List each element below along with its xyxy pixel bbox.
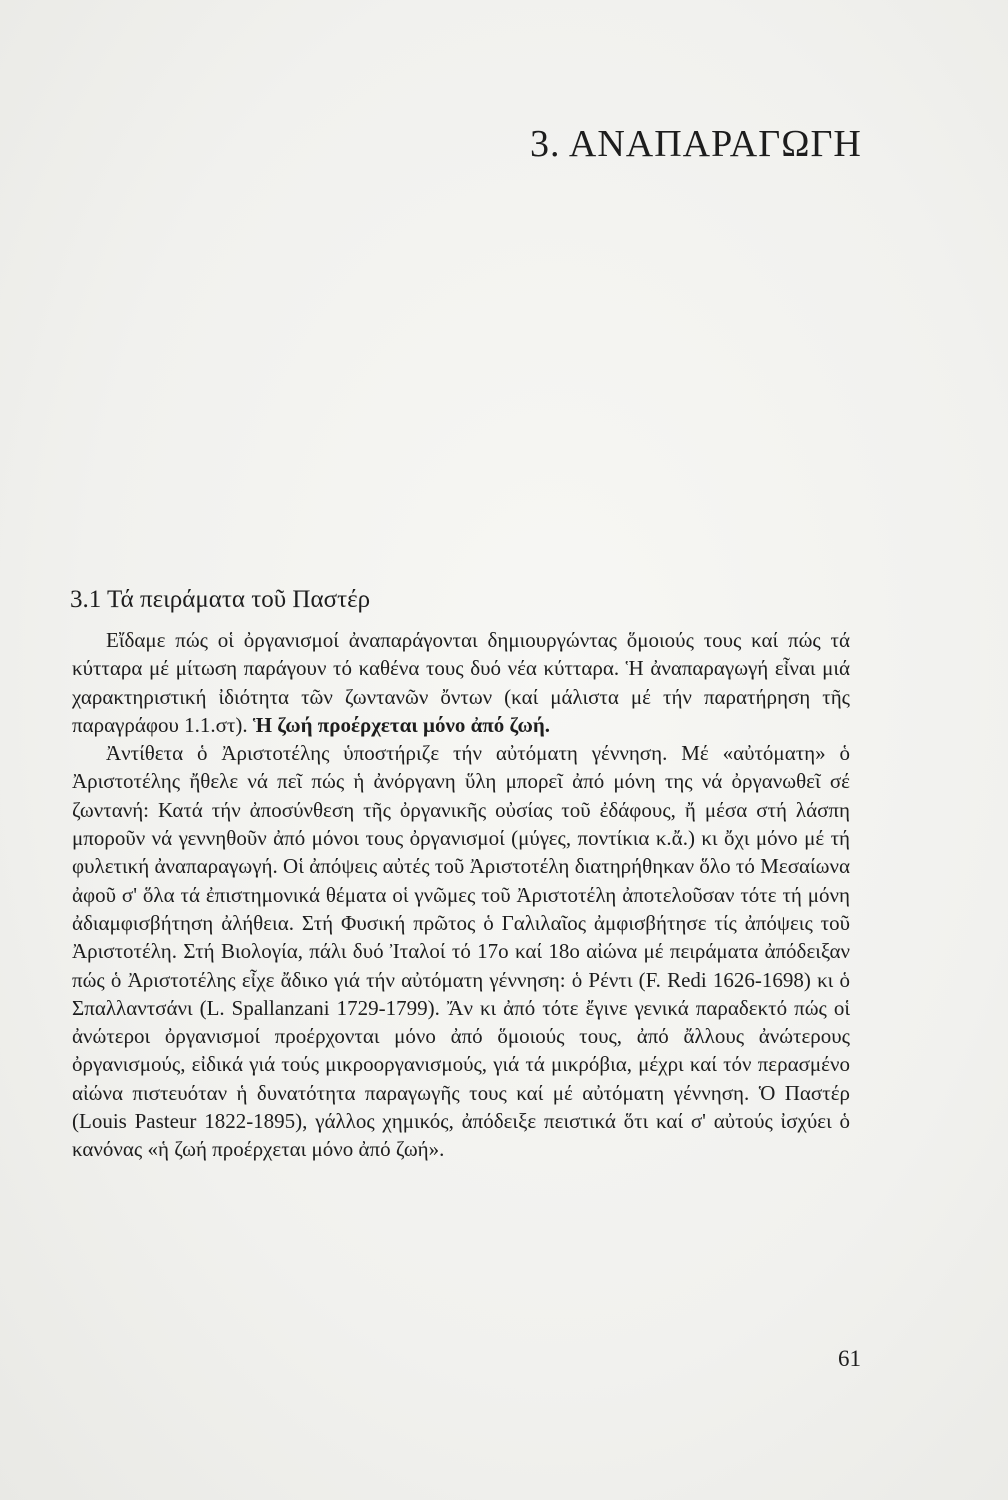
section-heading: 3.1 Τά πειράματα τοῦ Παστέρ	[70, 586, 371, 613]
paragraph-2: Ἀντίθετα ὁ Ἀριστοτέλης ὑποστήριζε τήν αὐτόματη γέννηση. Μέ «αὐτόματη» ὁ Ἀριστοτέλης ἤθελε νά πεῖ πώς ἡ ἀνόργανη ὕλη μπορεῖ ἀπό μόνη της νά ὀργανωθεῖ σέ ζωντανή: Κατά τήν ἀποσύνθεση τῆς ὀργανικῆς οὐσίας τοῦ ἐδάφους, ἤ μέσα στή λάσπη μποροῦν νά γεννηθοῦν ἀπό μόνοι τους ὀργανισμοί (μύγες, ποντίκια κ.ἄ.) κι ὄχι μόνο μέ τή φυλετική ἀναπαραγωγή. Οἱ ἀπόψεις αὐτές τοῦ Ἀριστοτέλη διατηρήθηκαν ὅλο τό Μεσαίωνα ἀφοῦ σ' ὅλα τά ἐπιστημονικά θέματα οἱ γνῶμες τοῦ Ἀριστοτέλη ἀποτελοῦσαν τότε τή μόνη ἀδιαμφισβήτηση ἀλήθεια. Στή Φυσική πρῶτος ὁ Γαλιλαῖος ἀμφισβήτησε τίς ἀπόψεις τοῦ Ἀριστοτέλη. Στή Βιολογία, πάλι δυό Ἰταλοί τό 17ο καί 18ο αἰώνα μέ πειράματα ἀπόδειξαν πώς ὁ Ἀριστοτέλης εἶχε ἄδικο γιά τήν αὐτόματη γέννηση: ὁ Ρέντι (F. Redi 1626-1698) κι ὁ Σπαλλαντσάνι (L. Spallanzani 1729-1799). Ἄν κι ἀπό τότε ἔγινε γενικά παραδεκτό πώς οἱ ἀνώτεροι ὀργανισμοί προέρχονται μόνο ἀπό ὅμοιούς τους, ἀπό ἄλλους ἀνώτερους ὀργανισμούς, εἰδικά γιά τούς μικροοργανισμούς, γιά τά μικρόβια, μέχρι καί τόν περασμένο αἰώνα πιστευόταν ἡ δυνατότητα παραγωγῆς τους καί μέ αὐτόματη γέννηση. Ὁ Παστέρ (Louis Pasteur 1822-1895), γάλλος χημικός, ἀπόδειξε πειστικά ὅτι καί σ' αὐτούς ἰσχύει ὁ κανόνας «ἡ ζωή προέρχεται μόνο ἀπό ζωή».	[72, 741, 850, 1162]
paragraph-1	[72, 626, 850, 739]
chapter-title: 3. ΑΝΑΠΑΡΑΓΩΓΗ	[530, 123, 862, 165]
paragraph-1-bold-statement: Ἡ ζωή προέρχεται μόνο ἀπό ζωή.	[252, 712, 551, 737]
body-text	[72, 626, 850, 1164]
paragraph-1-text: Εἴδαμε πώς οἱ ὀργανισμοί ἀναπαράγονται δημιουργώντας ὅμοιούς τους καί πώς τά κύτταρα μέ μίτωση παράγουν τό καθένα τους δυό νέα κύτταρα. Ἡ ἀναπαραγωγή εἶναι μιά χαρακτηριστική ἰδιότητα τῶν ζωντανῶν ὄντων (καί μάλιστα μέ τήν παρατήρηση τῆς παραγράφου 1.1.στ).	[72, 628, 850, 737]
page-number: 61	[838, 1346, 861, 1371]
